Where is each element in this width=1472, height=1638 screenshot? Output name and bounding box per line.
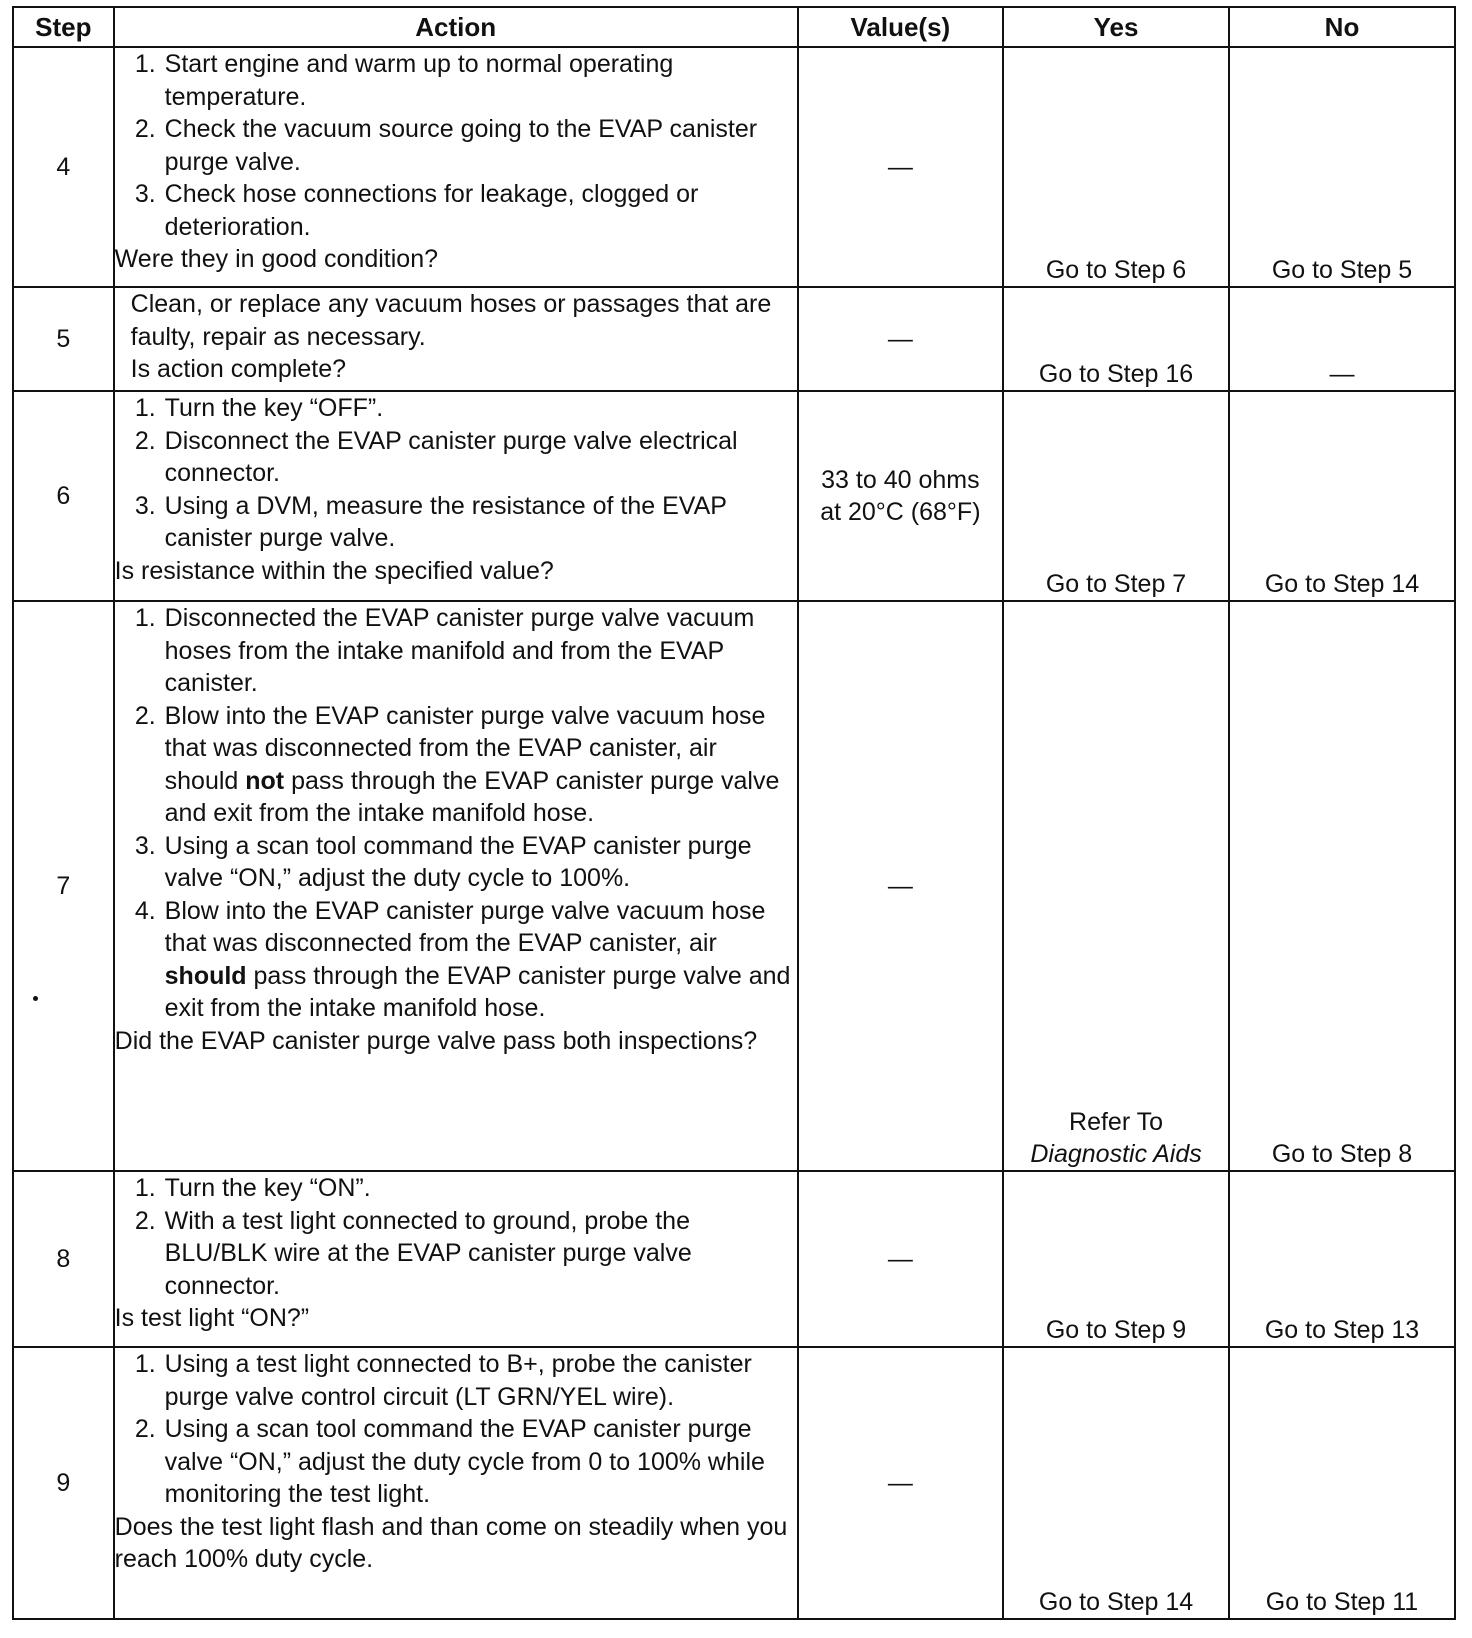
row-step-5: [13, 287, 1455, 391]
action-list: [115, 392, 797, 555]
value-cell: [798, 1347, 1003, 1619]
value-text: —: [887, 1469, 913, 1497]
action-cell: [114, 1171, 798, 1347]
action-cell: [114, 287, 798, 391]
row-step-4: [13, 47, 1455, 287]
yes-cell: Go to Step 14: [1003, 1347, 1229, 1619]
no-cell: Go to Step 8: [1229, 601, 1455, 1171]
header-yes: Yes: [1003, 7, 1229, 47]
yes-cell: [1003, 601, 1229, 1171]
yes-cell: Go to Step 16: [1003, 287, 1229, 391]
step-number: 7: [13, 601, 114, 1171]
value-text: —: [887, 325, 913, 353]
action-cell: [114, 1347, 798, 1619]
action-item: [163, 895, 797, 1025]
action-item: 2. With a test light connected to ground, probe the BLU/BLK wire at the EVAP canister purge valve connector.: [163, 1205, 797, 1303]
action-item: 3. Check hose connections for leakage, clogged or deterioration.: [163, 178, 797, 243]
action-list: [115, 1348, 797, 1511]
diagnostic-table: [12, 6, 1456, 1620]
value-text: —: [887, 872, 913, 900]
value-cell: [798, 601, 1003, 1171]
yes-line: Refer To: [1069, 1108, 1164, 1136]
no-cell: —: [1229, 287, 1455, 391]
yes-reference: Diagnostic Aids: [1030, 1140, 1202, 1168]
row-step-6: [13, 391, 1455, 601]
scan-speck: [33, 996, 38, 1001]
action-question: Is action complete?: [130, 355, 347, 383]
value-cell: [798, 1171, 1003, 1347]
value-line: at 20°C (68°F): [820, 498, 981, 526]
action-question: Does the test light flash and than come on steadily when you reach 100% duty cycle.: [114, 1512, 788, 1573]
action-question: Is test light “ON?”: [114, 1304, 310, 1332]
step-number: 6: [13, 391, 114, 601]
step-number: 8: [13, 1171, 114, 1347]
step-number: 9: [13, 1347, 114, 1619]
row-step-9: [13, 1347, 1455, 1619]
value-line: 33 to 40 ohms: [821, 466, 980, 494]
action-item: 2. Check the vacuum source going to the EVAP canister purge valve.: [163, 113, 797, 178]
no-cell: Go to Step 11: [1229, 1347, 1455, 1619]
value-text: —: [887, 1245, 913, 1273]
action-question: Is resistance within the specified value?: [114, 556, 554, 585]
value-cell: [798, 287, 1003, 391]
no-cell: Go to Step 5: [1229, 47, 1455, 287]
emphasis-text: not: [245, 766, 285, 795]
action-item: 1. Turn the key “OFF”.: [163, 392, 797, 425]
value-text: —: [887, 153, 913, 181]
header-values: Value(s): [798, 7, 1003, 47]
action-item: 1. Disconnected the EVAP canister purge valve vacuum hoses from the intake manifold and from the EVAP canister.: [163, 602, 797, 700]
no-cell: Go to Step 14: [1229, 391, 1455, 601]
action-item: 1. Turn the key “ON”.: [163, 1172, 797, 1205]
yes-cell: Go to Step 6: [1003, 47, 1229, 287]
step-number: 5: [13, 287, 114, 391]
action-item: 2. Using a scan tool command the EVAP canister purge valve “ON,” adjust the duty cycle from 0 to 100% while monitoring the test light.: [163, 1413, 797, 1511]
header-step: Step: [13, 7, 114, 47]
action-text: Blow into the EVAP canister purge valve vacuum hose that was disconnected from the EVAP canister, air: [164, 896, 766, 957]
action-list: [115, 602, 797, 1025]
action-list: [115, 1172, 797, 1302]
action-cell: [114, 47, 798, 287]
action-item: 1. Start engine and warm up to normal operating temperature.: [163, 48, 797, 113]
action-question: Did the EVAP canister purge valve pass both inspections?: [114, 1026, 758, 1055]
action-item: 2. Disconnect the EVAP canister purge valve electrical connector.: [163, 425, 797, 490]
action-item: 3. Using a DVM, measure the resistance of the EVAP canister purge valve.: [163, 490, 797, 555]
action-text: pass through the EVAP canister purge valve and exit from the intake manifold hose.: [164, 961, 791, 1022]
yes-cell: Go to Step 9: [1003, 1171, 1229, 1347]
step-number: 4: [13, 47, 114, 287]
action-question: Were they in good condition?: [114, 245, 439, 273]
action-list: [115, 48, 797, 243]
header-row: [13, 7, 1455, 47]
action-cell: [114, 391, 798, 601]
value-cell: [798, 391, 1003, 601]
action-text: pass through the EVAP canister purge valve and exit from the intake manifold hose.: [164, 766, 780, 827]
action-item: 1. Using a test light connected to B+, probe the canister purge valve control circuit (LT GRN/YEL wire).: [163, 1348, 797, 1413]
action-item: [163, 700, 797, 830]
action-text: Clean, or replace any vacuum hoses or passages that are faulty, repair as necessary.: [130, 290, 772, 351]
no-cell: Go to Step 13: [1229, 1171, 1455, 1347]
value-cell: [798, 47, 1003, 287]
header-action: Action: [114, 7, 798, 47]
row-step-7: [13, 601, 1455, 1171]
action-text: Blow into the EVAP canister purge valve vacuum hose that was disconnected from the EVAP canister, air should: [164, 701, 766, 795]
yes-cell: Go to Step 7: [1003, 391, 1229, 601]
row-step-8: [13, 1171, 1455, 1347]
action-item: 3. Using a scan tool command the EVAP canister purge valve “ON,” adjust the duty cycle to 100%.: [163, 830, 797, 895]
emphasis-text: should: [164, 961, 247, 990]
action-cell: [114, 601, 798, 1171]
header-no: No: [1229, 7, 1455, 47]
